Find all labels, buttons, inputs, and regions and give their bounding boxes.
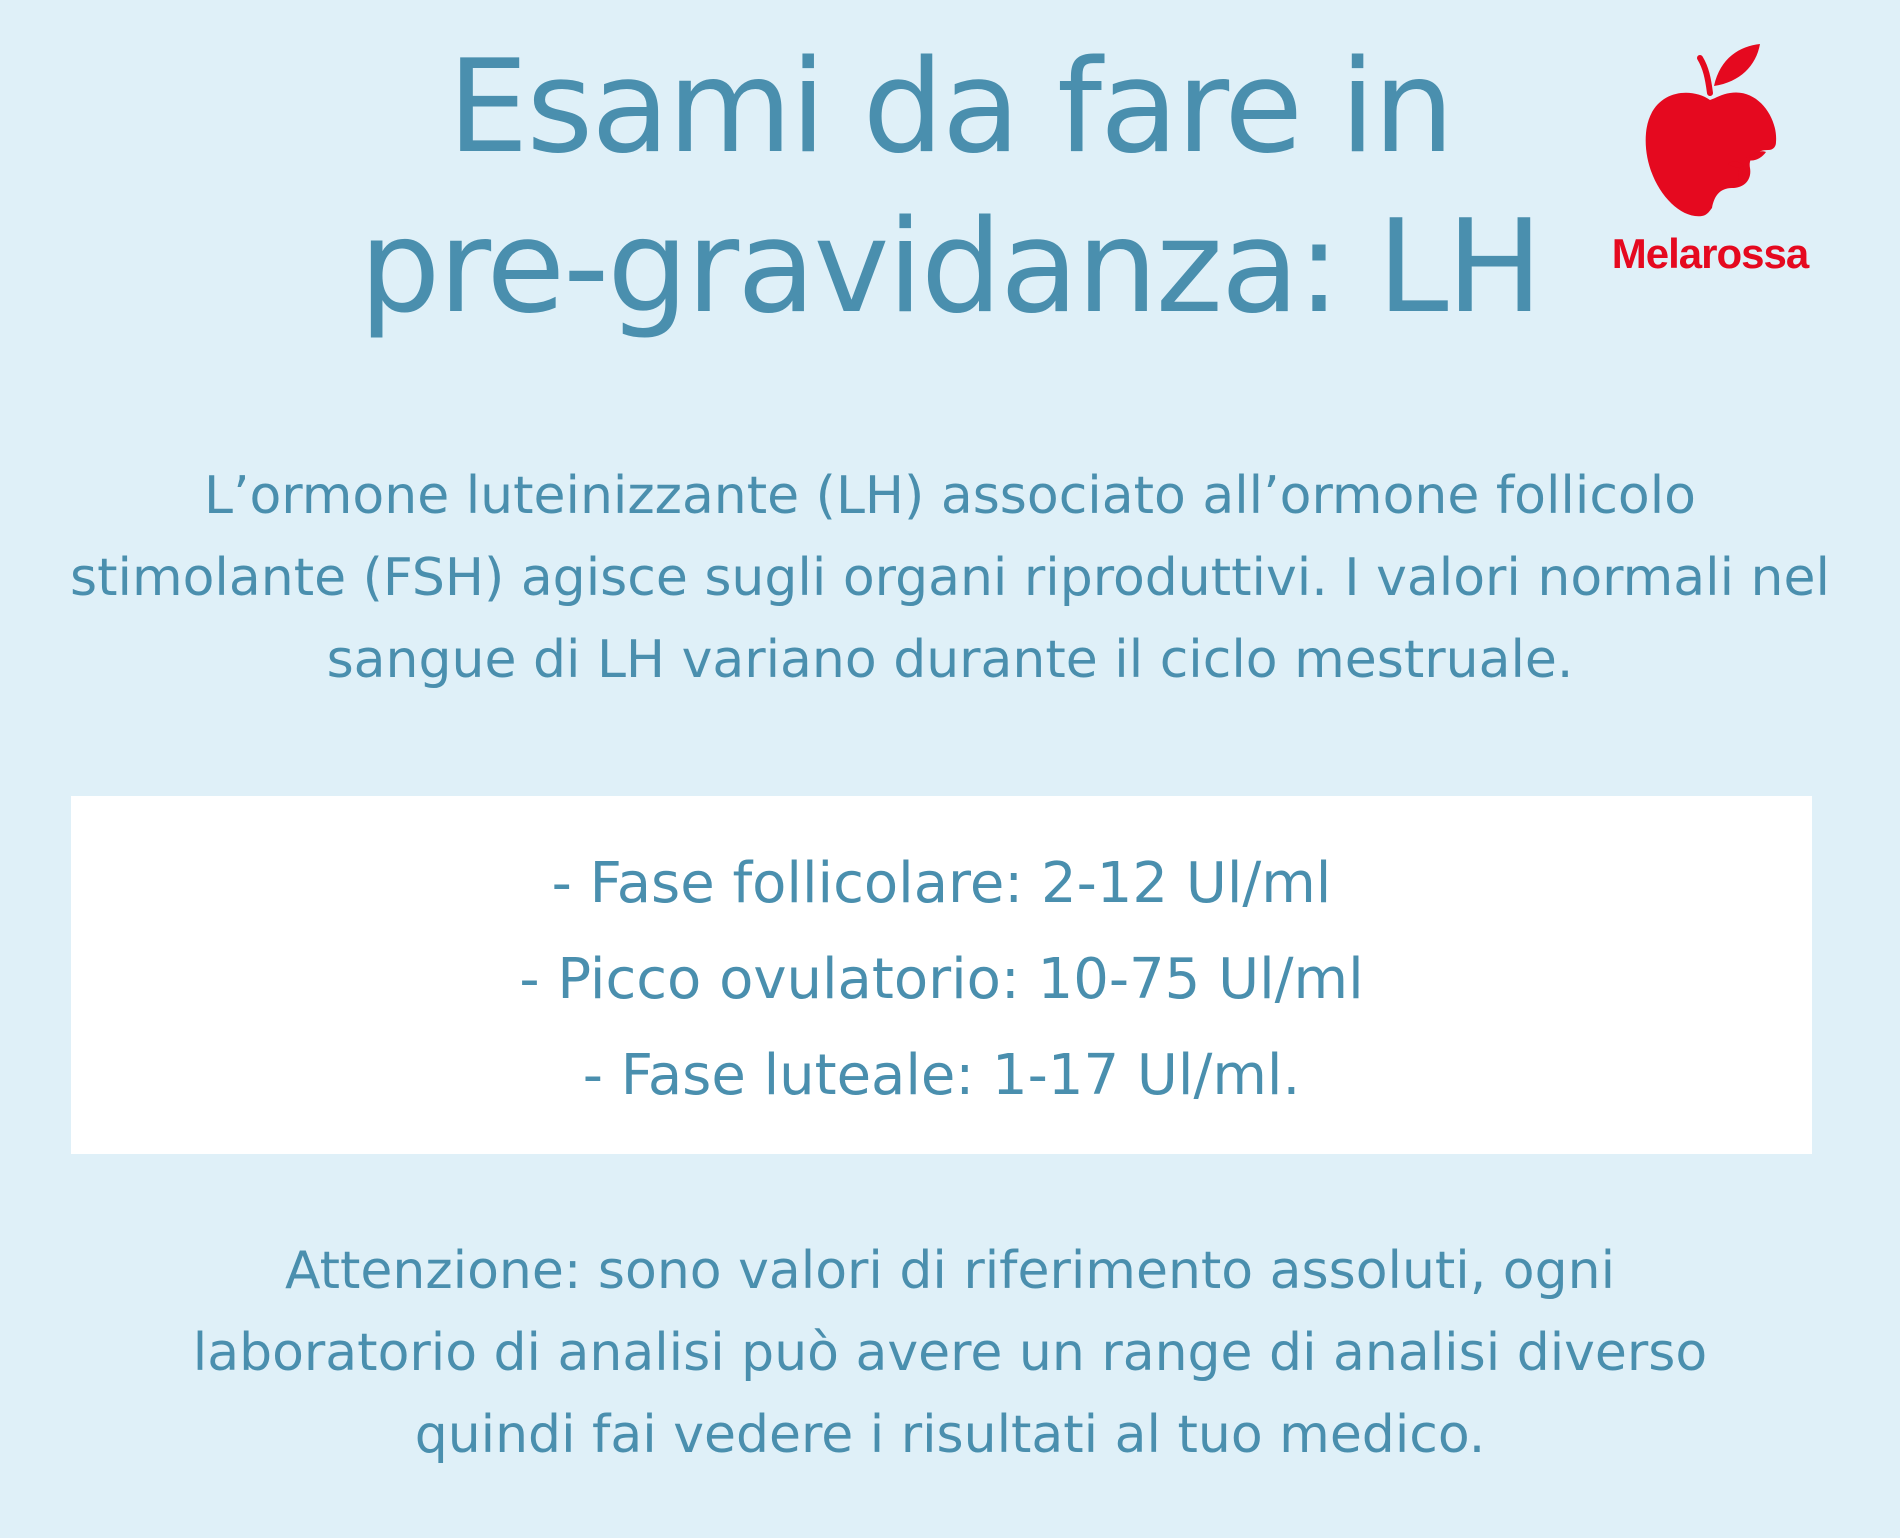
note-paragraph [60, 1230, 1840, 1476]
intro-line-2: stimolante (FSH) agisce sugli organi riproduttivi. I valori normali nel [70, 548, 1830, 608]
apple-icon [1640, 38, 1780, 223]
title-line-2: pre-gravidanza: LH [359, 193, 1541, 342]
brand-logo [1595, 38, 1825, 278]
note-line-1: Attenzione: sono valori di riferimento assoluti, ogni [284, 1241, 1616, 1301]
values-box [71, 796, 1812, 1154]
values-list [71, 836, 1812, 1124]
intro-line-3: sangue di LH variano durante il ciclo mestruale. [326, 630, 1574, 690]
title-line-1: Esami da fare in [447, 33, 1453, 182]
intro-paragraph [60, 455, 1840, 701]
value-item-follicular: - Fase follicolare: 2-12 Ul/ml [551, 851, 1332, 916]
page-title [300, 28, 1600, 348]
intro-line-1: L’ormone luteinizzante (LH) associato all’ormone follicolo [203, 466, 1696, 526]
brand-name: Melarossa [1611, 230, 1809, 277]
value-item-ovulatory: - Picco ovulatorio: 10-75 Ul/ml [519, 947, 1364, 1012]
note-line-3: quindi fai vedere i risultati al tuo medico. [414, 1405, 1486, 1465]
value-item-luteal: - Fase luteale: 1-17 Ul/ml. [582, 1043, 1301, 1108]
note-line-2: laboratorio di analisi può avere un range di analisi diverso [192, 1323, 1708, 1383]
